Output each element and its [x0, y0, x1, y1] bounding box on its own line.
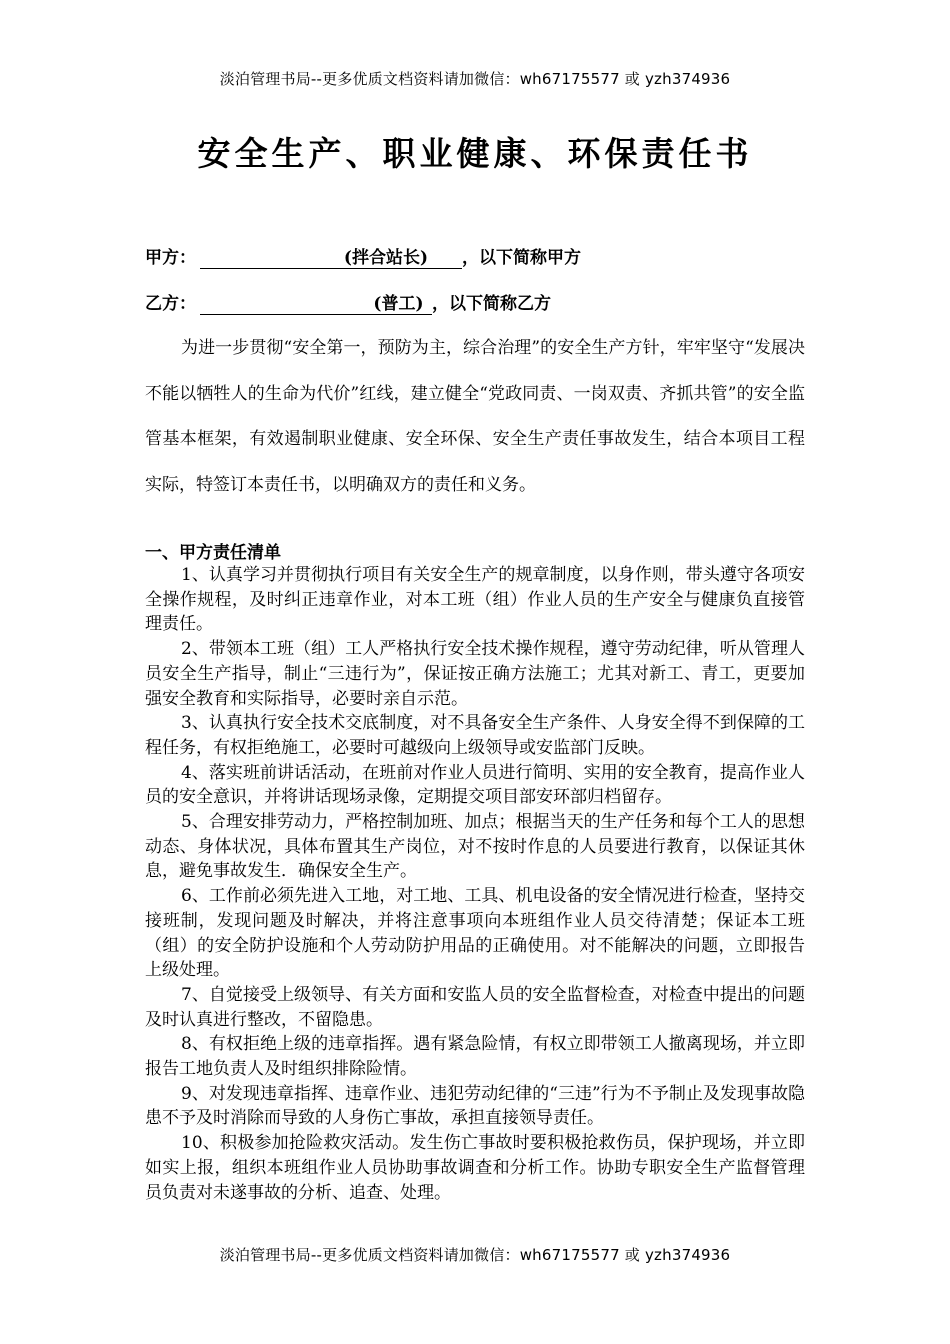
section-1-title: 一、甲方责任清单 [145, 543, 281, 563]
party-a-line [145, 243, 581, 269]
list-item: 5、合理安排劳动力，严格控制加班、加点；根据当天的生产任务和每个工人的思想动态、身体状况，具体布置其生产岗位，对不按时作息的人员要进行教育，以保证其休息，避免事故发生．确保安全生产。 [145, 812, 805, 882]
intro-paragraph: 为进一步贯彻“安全第一，预防为主，综合治理”的安全生产方针，牢牢坚守“发展决不能以牺牲人的生命为代价”红线，建立健全“党政同责、一岗双责、齐抓共管”的安全监管基本框架，有效遏制职业健康、安全环保、安全生产责任事故发生，结合本项目工程实际，特签订本责任书，以明确双方的责任和义务。 [145, 338, 805, 495]
page-footer: 淡泊管理书局--更多优质文档资料请加微信：wh67175577 或 yzh374936 [219, 1246, 731, 1264]
party-b-line [145, 289, 551, 315]
party-a-label: 甲方： [145, 248, 196, 268]
document-title: 安全生产、职业健康、环保责任书 [197, 134, 753, 173]
list-item: 8、有权拒绝上级的违章指挥。遇有紧急险情，有权立即带领工人撤离现场，并立即报告工地负责人及时组织排除险情。 [145, 1034, 805, 1080]
list-item: 1、认真学习并贯彻执行项目有关安全生产的规章制度，以身作则，带头遵守各项安全操作规程，及时纠正违章作业，对本工班（组）作业人员的生产安全与健康负直接管理责任。 [145, 565, 805, 635]
party-a-suffix: ，以下简称甲方 [462, 248, 581, 268]
party-b-name-field [200, 289, 432, 315]
list-item: 3、认真执行安全技术交底制度，对不具备安全生产条件、人身安全得不到保障的工程任务，有权拒绝施工，必要时可越级向上级领导或安监部门反映。 [145, 713, 805, 758]
party-b-suffix: ，以下简称乙方 [432, 294, 551, 314]
list-item: 10、积极参加抢险救灾活动。发生伤亡事故时要积极抢救伤员，保护现场，并立即如实上报，组织本班组作业人员协助事故调查和分析工作。协助专职安全生产监督管理员负责对未遂事故的分析、追查、处理。 [145, 1133, 805, 1203]
party-b-label: 乙方： [145, 294, 196, 314]
list-item: 2、带领本工班（组）工人严格执行安全技术操作规程，遵守劳动纪律，听从管理人员安全生产指导，制止“三违行为”，保证按正确方法施工；尤其对新工、青工，更要加强安全教育和实际指导，必要时亲自示范。 [145, 639, 805, 709]
page-header: 淡泊管理书局--更多优质文档资料请加微信：wh67175577 或 yzh374936 [219, 70, 731, 88]
section-1-list [145, 563, 805, 1205]
list-item: 9、对发现违章指挥、违章作业、违犯劳动纪律的“三违”行为不予制止及发现事故隐患不予及时消除而导致的人身伤亡事故，承担直接领导责任。 [145, 1083, 805, 1129]
list-item: 6、工作前必须先进入工地，对工地、工具、机电设备的安全情况进行检查，坚持交接班制，发现问题及时解决，并将注意事项向本班组作业人员交待清楚；保证本工班（组）的安全防护设施和个人劳动防护用品的正确使用。对不能解决的问题，立即报告上级处理。 [145, 886, 805, 981]
party-a-name-field [200, 243, 462, 269]
party-b-name: (普工) [373, 294, 424, 314]
party-a-name: (拌合站长) [343, 248, 428, 268]
list-item: 7、自觉接受上级领导、有关方面和安监人员的安全监督检查，对检查中提出的问题及时认真进行整改，不留隐患。 [145, 984, 805, 1030]
list-item: 4、落实班前讲话活动，在班前对作业人员进行简明、实用的安全教育，提高作业人员的安全意识，并将讲话现场录像，定期提交项目部安环部归档留存。 [145, 762, 805, 808]
